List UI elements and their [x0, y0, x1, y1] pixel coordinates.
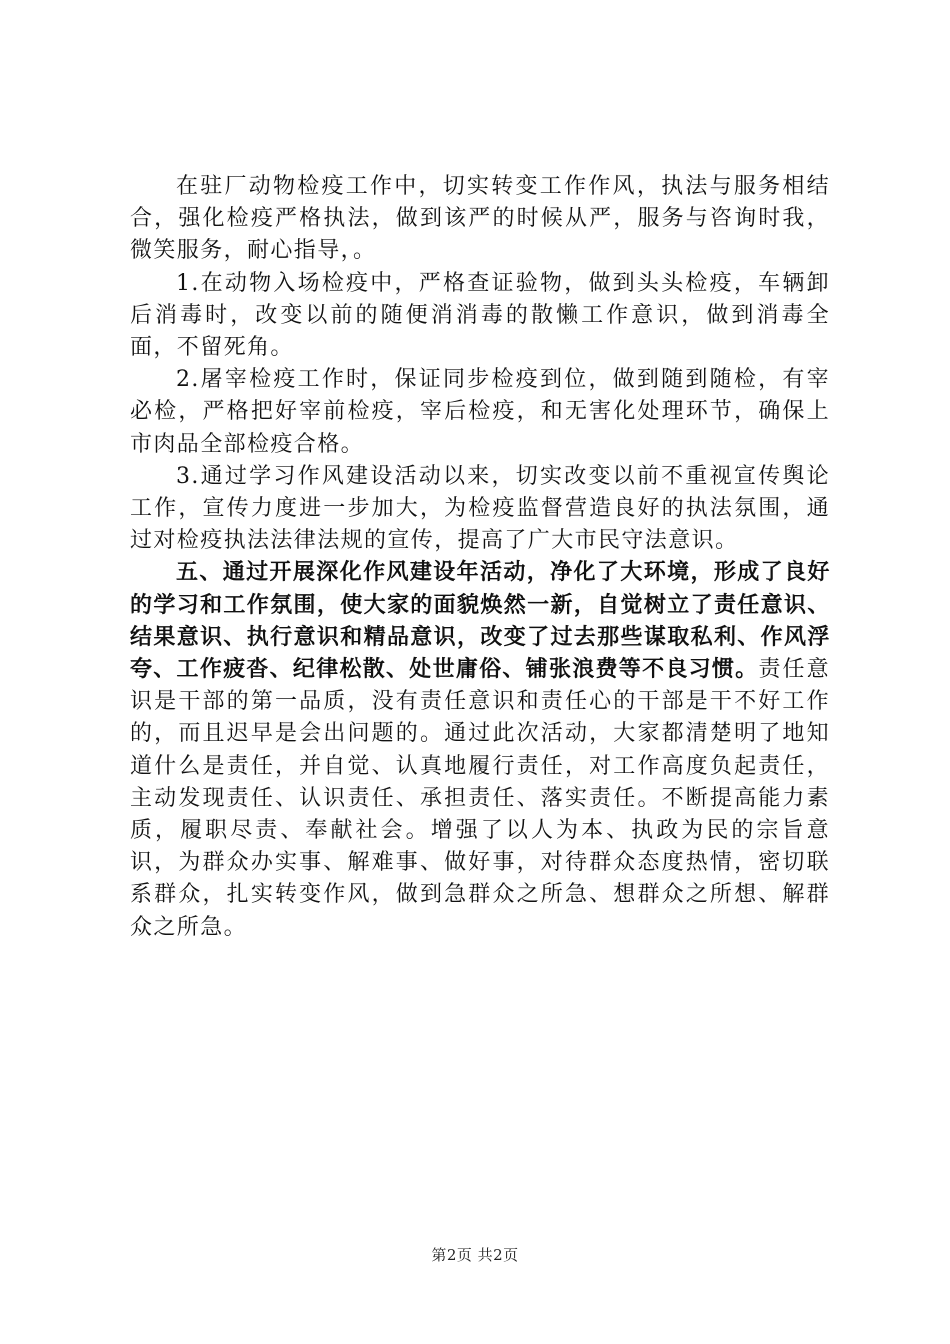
paragraph-item-3	[130, 461, 830, 558]
paragraph-text: 1.在动物入场检疫中，严格查证验物，做到头头检疫，车辆卸后消毒时，改变以前的随便消消毒的散懒工作意识，做到消毒全面，不留死角。	[130, 270, 830, 361]
document-body	[130, 171, 830, 944]
paragraph-section-5	[130, 557, 830, 943]
page-footer: 第2页 共2页	[431, 1246, 519, 1264]
paragraph-item-2	[130, 364, 830, 461]
paragraph-text: 2.屠宰检疫工作时，保证同步检疫到位，做到随到随检，有宰必检，严格把好宰前检疫，宰后检疫，和无害化处理环节，确保上市肉品全部检疫合格。	[130, 367, 830, 457]
section-heading-text: 五、通过开展深化作风建设年活动，净化了大环境，形成了良好的学习和工作氛围，使大家的面貌焕然一新，自觉树立了责任意识、结果意识、执行意识和精品意识，改变了过去那些谋取私利、作风浮夸、工作疲沓、纪律松散、处世庸俗、铺张浪费等不良习惯。	[130, 560, 830, 683]
paragraph-text: 责任意识是干部的第一品质，没有责任意识和责任心的干部是干不好工作的，而且迟早是会出问题的。通过此次活动，大家都清楚明了地知道什么是责任，并自觉、认真地履行责任，对工作高度负起责任，主动发现责任、认识责任、承担责任、落实责任。不断提高能力素质，履职尽责、奉献社会。增强了以人为本、执政为民的宗旨意识，为群众办实事、解难事、做好事，对待群众态度热情，密切联系群众，扎实转变作风，做到急群众之所急、想群众之所想、解群众之所急。	[130, 657, 831, 940]
paragraph-text: 3.通过学习作风建设活动以来，切实改变以前不重视宣传舆论工作，宣传力度进一步加大，为检疫监督营造良好的执法氛围，通过对检疫执法法律法规的宣传，提高了广大市民守法意识。	[130, 463, 830, 554]
paragraph-intro	[130, 171, 830, 268]
paragraph-item-1	[130, 268, 830, 365]
paragraph-text: 在驻厂动物检疫工作中，切实转变工作作风，执法与服务相结合，强化检疫严格执法，做到该严的时候从严，服务与咨询时我，微笑服务，耐心指导，。	[130, 174, 830, 264]
